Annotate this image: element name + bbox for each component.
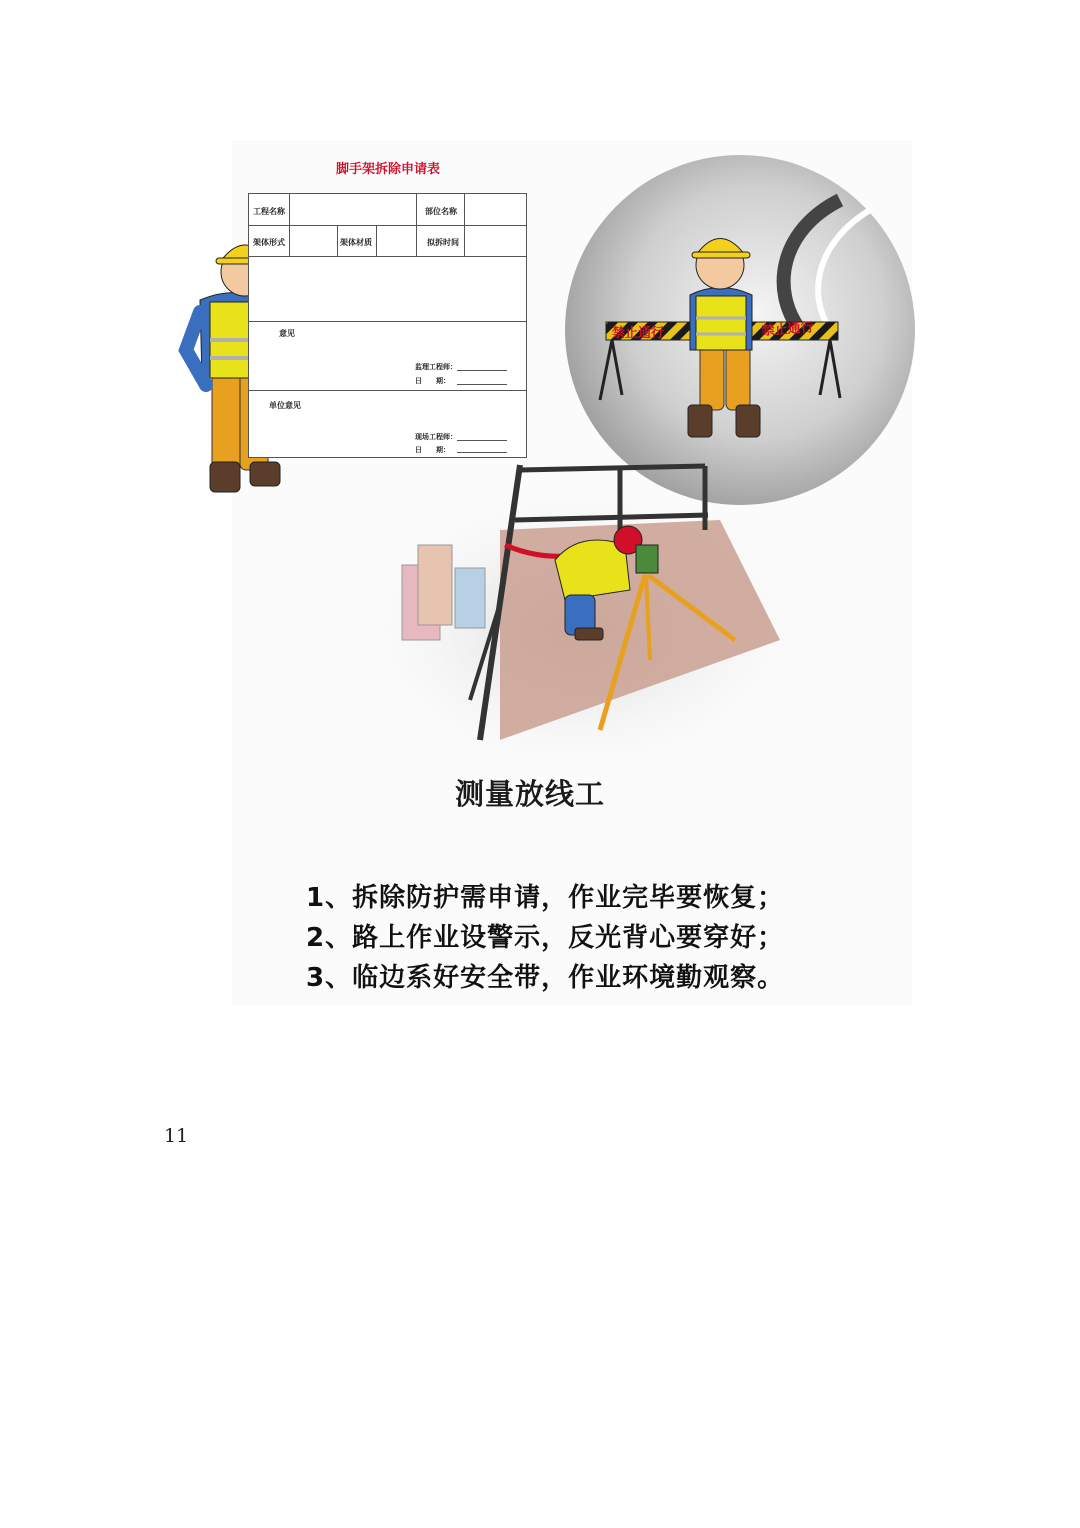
signature-line [457, 384, 507, 385]
date-label: 日 期： [415, 446, 450, 454]
form-col-divider [337, 225, 338, 256]
form-row-divider [249, 225, 526, 226]
form-title: 脚手架拆除申请表 [335, 162, 440, 177]
project-name-label: 工程名称 [253, 207, 285, 216]
signature-line [457, 452, 507, 453]
signature-line [457, 440, 507, 441]
scaffold-removal-form [248, 193, 527, 458]
form-col-divider [416, 194, 417, 256]
safety-rules [306, 878, 846, 998]
site-engineer-label: 现场工程师： [415, 433, 457, 441]
safety-rule: 3、临边系好安全带，作业环境勤观察。 [306, 963, 785, 993]
opinion-label: 意见 [279, 329, 295, 338]
form-col-divider [376, 225, 377, 256]
removal-time-label: 拟拆时间 [427, 238, 459, 247]
form-row-divider [249, 321, 526, 322]
safety-rule: 1、拆除防护需申请，作业完毕要恢复； [306, 883, 785, 913]
signature-line [457, 370, 507, 371]
frame-material-label: 架体材质 [340, 238, 372, 247]
frame-type-label: 架体形式 [253, 238, 285, 247]
unit-opinion-label: 单位意见 [269, 401, 301, 410]
page-number: 11 [164, 1125, 189, 1147]
form-row-divider [249, 390, 526, 391]
form-col-divider [464, 194, 465, 256]
supervisor-label: 监理工程师： [415, 363, 457, 371]
barrier-sign-left: 禁止通行 [612, 326, 665, 341]
caption-title: 测量放线工 [454, 777, 605, 811]
form-col-divider [289, 194, 290, 256]
safety-rule: 2、路上作业设警示，反光背心要穿好； [306, 923, 785, 953]
form-row-divider [249, 256, 526, 257]
location-label: 部位名称 [425, 207, 457, 216]
date-label: 日 期： [415, 377, 450, 385]
barrier-sign-right: 禁止通行 [761, 320, 815, 339]
